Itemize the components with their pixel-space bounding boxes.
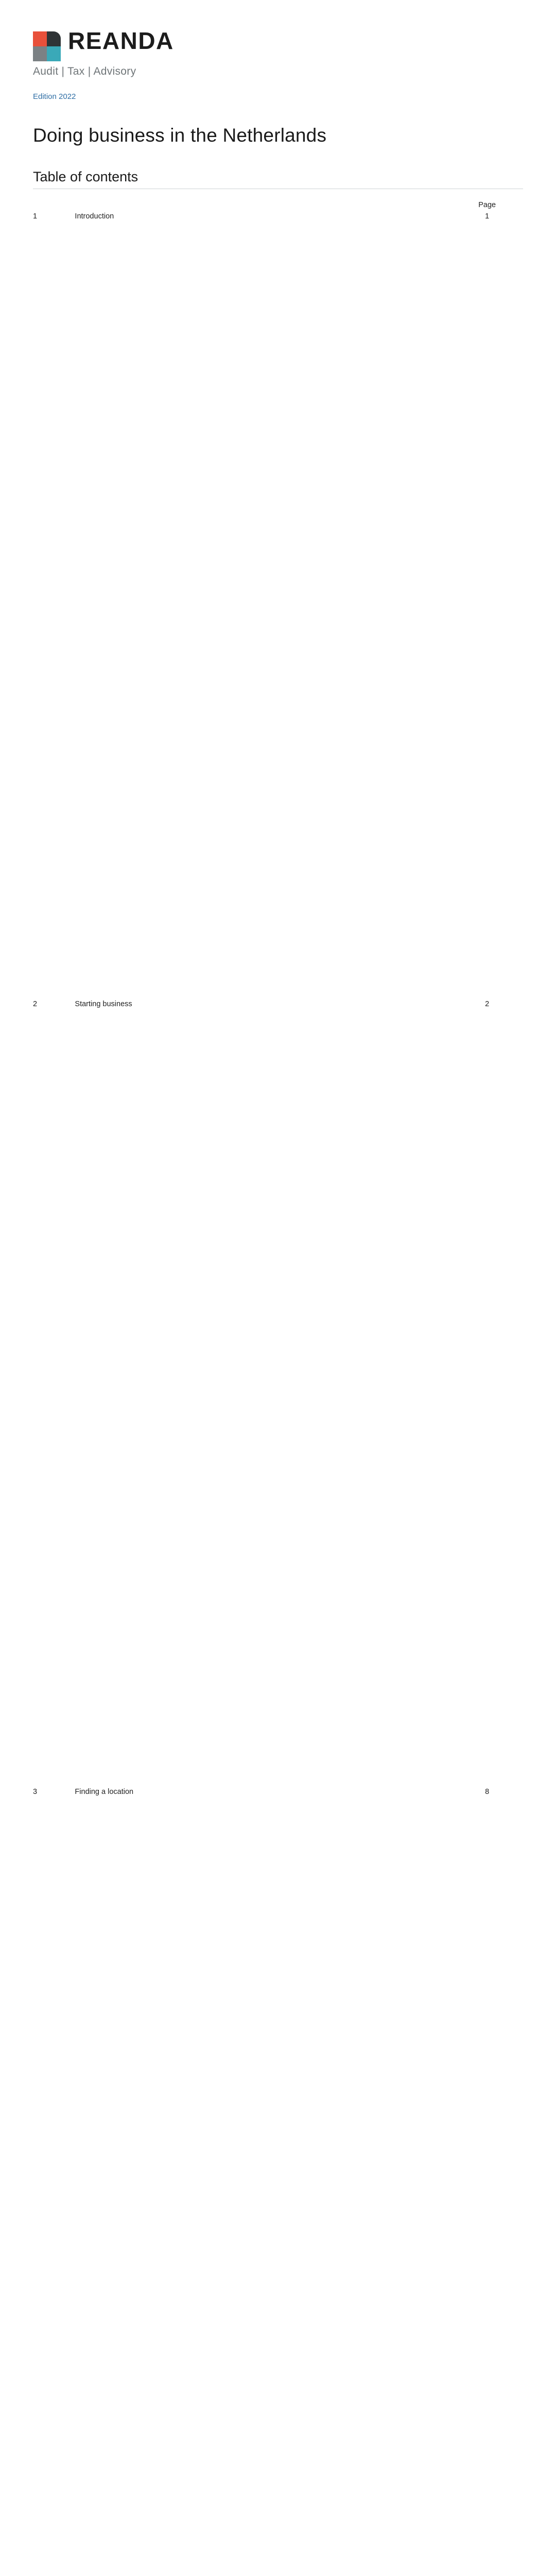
table-of-contents xyxy=(33,200,523,2576)
logo-square-grey xyxy=(33,46,47,61)
toc-header-blank xyxy=(33,200,75,211)
toc-item-number: 1 xyxy=(33,212,38,221)
brand-header xyxy=(33,28,523,61)
brand-name: REANDA xyxy=(68,27,174,54)
table-row[interactable] xyxy=(33,1787,523,2574)
brand-text xyxy=(68,28,174,53)
toc-item-page: 1 xyxy=(485,212,490,221)
toc-item-number: 3 xyxy=(33,1787,38,1796)
toc-header-row xyxy=(33,200,523,211)
toc-item-page: 8 xyxy=(485,1787,490,1796)
toc-item-number: 2 xyxy=(33,999,38,1008)
toc-heading: Table of contents xyxy=(33,169,523,189)
logo-square-red xyxy=(33,31,47,46)
toc-header-page: Page xyxy=(478,201,496,210)
toc-header-title xyxy=(75,200,451,211)
toc-item-label: Finding a location xyxy=(75,1787,134,1796)
toc-body xyxy=(33,211,523,2576)
toc-item-page: 2 xyxy=(485,999,490,1008)
brand-tagline: Audit | Tax | Advisory xyxy=(33,65,136,77)
page-title: Doing business in the Netherlands xyxy=(33,125,327,146)
reanda-logo-icon xyxy=(33,31,61,61)
toc-item-label: Introduction xyxy=(75,212,114,221)
edition-label: Edition 2022 xyxy=(33,92,76,101)
toc-item-label: Starting business xyxy=(75,999,132,1008)
logo-square-dark xyxy=(47,31,61,46)
logo-square-teal xyxy=(47,46,61,61)
table-row[interactable] xyxy=(33,999,523,1787)
table-row[interactable] xyxy=(33,211,523,999)
